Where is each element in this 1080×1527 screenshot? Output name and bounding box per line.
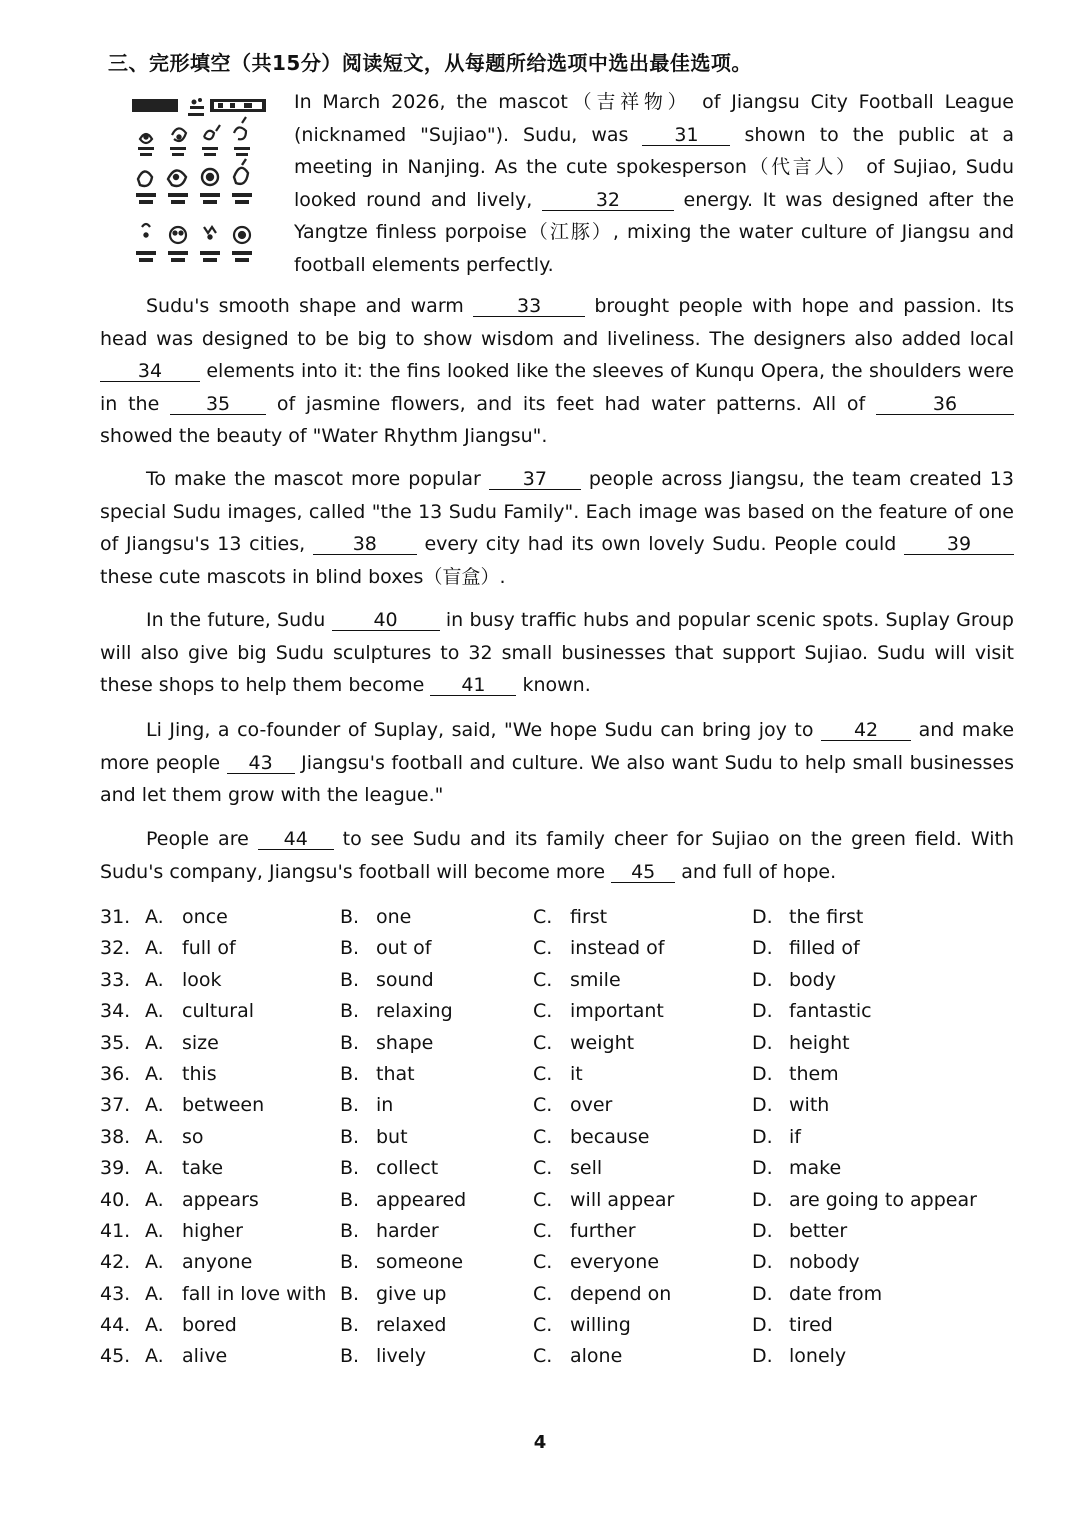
option-d: if [789,1125,801,1148]
blank-45: 45 [611,862,675,883]
option-letter-b: B. [340,1345,360,1368]
option-a: alive [182,1345,228,1368]
blank-37: 37 [489,469,581,490]
option-a: bored [182,1314,237,1337]
option-d: with [789,1094,830,1117]
passage-paragraph-2: Sudu's smooth shape and warm 33 brought people with hope and passion. Its head was designed to be big to show wisdom and liveliness. The designers also added local 34 elements into it: the fins looked like the sleeves of Kunqu Opera, the shoulders were in the 35 of jasmine flowers, and its feet had water patterns. All of 36 showed the beauty of "Water Rhythm Jiangsu". [100,295,1014,448]
question-number: 40. [100,1188,131,1211]
option-b: appeared [376,1188,467,1211]
blank-36: 36 [876,394,1014,415]
blank-35: 35 [170,394,266,415]
option-letter-d: D. [752,937,773,960]
option-letter-d: D. [752,1031,773,1054]
blank-38: 38 [313,534,417,555]
blank-40: 40 [332,610,440,631]
option-b: someone [376,1251,464,1274]
option-c: over [570,1094,613,1117]
question-number: 32. [100,937,131,960]
blank-31: 31 [642,125,730,146]
page-number: 4 [533,1432,547,1453]
option-d: height [789,1031,850,1054]
question-row [100,1185,1000,1216]
question-number: 42. [100,1251,131,1274]
option-b: shape [376,1031,434,1054]
option-letter-a: A. [145,937,164,960]
option-letter-d: D. [752,1125,773,1148]
option-b: in [376,1094,394,1117]
option-c: everyone [570,1251,660,1274]
option-letter-d: D. [752,1282,773,1305]
option-letter-b: B. [340,1188,360,1211]
section-header: 三、完形填空（共15分）阅读短文，从每题所给选项中选出最佳选项。 [108,51,752,75]
question-row [100,1247,1000,1278]
option-letter-a: A. [145,1282,164,1305]
option-a: cultural [182,1000,254,1023]
option-a: this [182,1062,217,1085]
option-letter-b: B. [340,968,360,991]
option-d: better [789,1219,848,1242]
option-letter-d: D. [752,1251,773,1274]
option-letter-c: C. [533,1094,553,1117]
option-letter-a: A. [145,1031,164,1054]
question-row [100,1216,1000,1247]
option-letter-c: C. [533,1251,553,1274]
option-c: important [570,1000,664,1023]
option-letter-a: A. [145,1219,164,1242]
question-number: 34. [100,1000,131,1023]
option-letter-a: A. [145,1125,164,1148]
option-d: lonely [789,1345,847,1368]
passage-paragraph-4: In the future, Sudu 40 in busy traffic hubs and popular scenic spots. Suplay Group will also give big Sudu sculptures to 32 small businesses that support Sujiao. Sudu will visit these shops to help them become 41 known. [100,609,1014,697]
option-letter-b: B. [340,1157,360,1180]
option-c: willing [570,1314,631,1337]
option-b: harder [376,1219,439,1242]
option-letter-c: C. [533,1031,553,1054]
passage-paragraph-6: People are 44 to see Sudu and its family cheer for Sujiao on the green field. With Sudu's company, Jiangsu's football will become more 45 and full of hope. [100,828,1015,883]
option-letter-a: A. [145,906,164,928]
option-letter-c: C. [533,1345,553,1368]
option-a: take [182,1157,224,1180]
mascot-family-image [130,95,275,270]
option-letter-a: A. [145,1094,164,1117]
question-number: 43. [100,1282,131,1305]
option-b: relaxing [376,1000,453,1023]
option-letter-a: A. [145,1000,164,1023]
question-number: 39. [100,1157,131,1180]
option-letter-c: C. [533,937,553,960]
option-c: it [570,1062,583,1085]
option-letter-a: A. [145,1157,164,1180]
option-letter-b: B. [340,1062,360,1085]
question-number: 38. [100,1125,131,1148]
option-c: sell [570,1157,603,1180]
question-row [100,1028,1000,1059]
option-letter-c: C. [533,1157,553,1180]
option-letter-d: D. [752,1345,773,1368]
option-letter-d: D. [752,906,773,928]
option-b: but [376,1125,408,1148]
option-d: fantastic [789,1000,872,1023]
option-b: that [376,1062,415,1085]
answer-options-list [100,902,1000,1373]
option-letter-b: B. [340,1282,360,1305]
option-letter-c: C. [533,1062,553,1085]
option-letter-c: C. [533,1188,553,1211]
option-letter-b: B. [340,1219,360,1242]
option-letter-d: D. [752,1314,773,1337]
option-letter-a: A. [145,1251,164,1274]
option-d: date from [789,1282,883,1305]
option-b: one [376,906,412,928]
question-number: 36. [100,1062,131,1085]
question-row [100,1153,1000,1184]
option-d: the first [789,906,864,928]
option-letter-c: C. [533,1314,553,1337]
option-letter-b: B. [340,1094,360,1117]
option-b: sound [376,968,434,991]
option-letter-b: B. [340,906,360,928]
option-letter-d: D. [752,1157,773,1180]
option-letter-b: B. [340,937,360,960]
option-letter-b: B. [340,1125,360,1148]
question-number: 35. [100,1031,131,1054]
option-c: smile [570,968,621,991]
option-letter-c: C. [533,1125,553,1148]
blank-41: 41 [430,675,516,696]
option-letter-b: B. [340,1314,360,1337]
option-b: give up [376,1282,447,1305]
option-a: anyone [182,1251,253,1274]
option-letter-d: D. [752,968,773,991]
option-letter-b: B. [340,1000,360,1023]
option-d: are going to appear [789,1188,977,1211]
option-letter-d: D. [752,1094,773,1117]
question-row [100,996,1000,1027]
option-letter-a: A. [145,1345,164,1368]
option-b: lively [376,1345,427,1368]
option-letter-d: D. [752,1062,773,1085]
question-number: 44. [100,1314,131,1337]
option-letter-b: B. [340,1031,360,1054]
option-letter-d: D. [752,1000,773,1023]
option-a: so [182,1125,204,1148]
option-b: collect [376,1157,439,1180]
blank-42: 42 [821,720,911,741]
option-letter-d: D. [752,1188,773,1211]
passage-paragraph-1: In March 2026, the mascot（吉祥物） of Jiangsu City Football League (nicknamed "Sujiao"). Sudu, was 31 shown to the public at a meeting in Nanjing. As the cute spokesperson（代言人） of Sujiao, Sudu looked round and lively, 32 energy. It was designed after the Yangtze finless porpoise（江豚）, mixing the water culture of Jiangsu and football elements perfectly. [294,91,1015,276]
option-d: tired [789,1314,833,1337]
question-row [100,1279,1000,1310]
blank-32: 32 [542,190,674,211]
option-c: further [570,1219,636,1242]
option-letter-b: B. [340,1251,360,1274]
question-number: 37. [100,1094,131,1117]
option-letter-c: C. [533,968,553,991]
option-b: out of [376,937,432,960]
question-number: 33. [100,968,131,991]
blank-44: 44 [258,829,334,850]
option-letter-c: C. [533,1219,553,1242]
option-letter-d: D. [752,1219,773,1242]
option-a: between [182,1094,265,1117]
question-row [100,902,1000,933]
question-number: 45. [100,1345,131,1368]
option-letter-a: A. [145,1188,164,1211]
question-number: 41. [100,1219,131,1242]
option-a: full of [182,937,236,960]
blank-33: 33 [473,296,585,317]
question-row [100,1341,1000,1372]
option-a: look [182,968,222,991]
option-letter-a: A. [145,968,164,991]
question-row [100,1310,1000,1341]
question-row [100,1090,1000,1121]
option-a: appears [182,1188,259,1211]
option-c: depend on [570,1282,672,1305]
option-letter-a: A. [145,1062,164,1085]
option-a: once [182,906,228,928]
option-letter-a: A. [145,1314,164,1337]
option-a: size [182,1031,219,1054]
option-letter-c: C. [533,1282,553,1305]
question-row [100,1059,1000,1090]
option-d: body [789,968,836,991]
blank-34: 34 [100,361,200,382]
option-letter-c: C. [533,906,553,928]
blank-43: 43 [227,753,295,774]
option-a: higher [182,1219,243,1242]
question-row [100,1122,1000,1153]
option-a: fall in love with [182,1282,327,1305]
question-row [100,965,1000,996]
option-c: because [570,1125,650,1148]
question-row [100,933,1000,964]
passage-paragraph-5: Li Jing, a co-founder of Suplay, said, "We hope Sudu can bring joy to 42 and make more people 43 Jiangsu's football and culture. We also want Sudu to help small businesses and let them grow with the league." [100,719,1015,807]
option-c: instead of [570,937,665,960]
option-d: make [789,1157,842,1180]
option-d: filled of [789,937,860,960]
passage-paragraph-3: To make the mascot more popular 37 people across Jiangsu, the team created 13 special Sudu images, called "the 13 Sudu Family". Each image was based on the feature of one of Jiangsu's 13 cities, 38 every city had its own lovely Sudu. People could 39 these cute mascots in blind boxes（盲盒）. [100,468,1014,588]
option-d: them [789,1062,839,1085]
mascot-family-illustration [130,95,275,270]
option-c: alone [570,1345,623,1368]
question-number: 31. [100,906,131,928]
option-d: nobody [789,1251,860,1274]
option-c: first [570,906,608,928]
option-letter-c: C. [533,1000,553,1023]
option-b: relaxed [376,1314,447,1337]
option-c: weight [570,1031,635,1054]
blank-39: 39 [904,534,1014,555]
option-c: will appear [570,1188,675,1211]
